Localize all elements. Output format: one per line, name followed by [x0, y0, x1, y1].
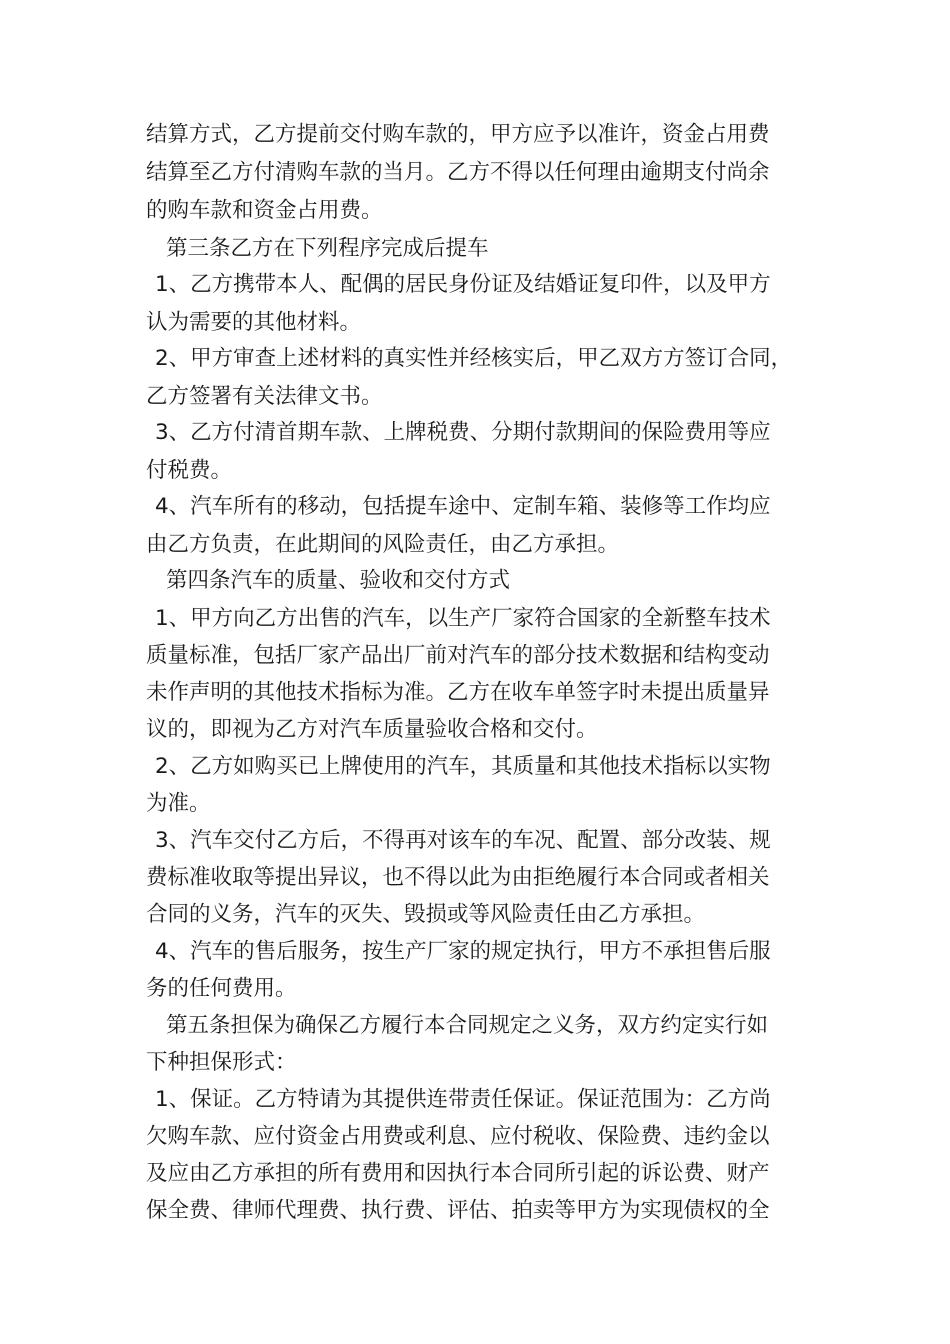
- section-heading: 第五条担保为确保乙方履行本合同规定之义务，双方约定实行如: [166, 1013, 769, 1038]
- text-line: 费标准收取等提出异议，也不得以此为由拒绝履行本合同或者相关: [146, 865, 770, 890]
- text-line: 4、汽车所有的移动，包括提车途中、定制车箱、装修等工作均应: [155, 494, 771, 519]
- text-line: 欠购车款、应付资金占用费或利息、应付税收、保险费、违约金以: [146, 1124, 770, 1149]
- text-line: 由乙方负责，在此期间的风险责任，由乙方承担。: [146, 532, 620, 557]
- text-line: 质量标准，包括厂家产品出厂前对汽车的部分技术数据和结构变动: [146, 643, 770, 668]
- text-line: 议的，即视为乙方对汽车质量验收合格和交付。: [146, 717, 598, 742]
- text-line: 1、保证。乙方特请为其提供连带责任保证。保证范围为：乙方尚: [155, 1087, 771, 1112]
- text-line: 2、乙方如购买已上牌使用的汽车，其质量和其他技术指标以实物: [155, 754, 771, 779]
- text-line: 1、乙方携带本人、配偶的居民身份证及结婚证复印件，以及甲方: [155, 272, 771, 297]
- text-line: 合同的义务，汽车的灭失、毁损或等风险责任由乙方承担。: [146, 902, 706, 927]
- section-heading: 第三条乙方在下列程序完成后提车: [166, 236, 489, 261]
- text-line: 及应由乙方承担的所有费用和因执行本合同所引起的诉讼费、财产: [146, 1161, 770, 1186]
- text-line: 的购车款和资金占用费。: [146, 198, 383, 223]
- text-line: 乙方签署有关法律文书。: [146, 384, 383, 409]
- text-line: 保全费、律师代理费、执行费、评估、拍卖等甲方为实现债权的全: [146, 1198, 770, 1223]
- text-line: 结算方式，乙方提前交付购车款的，甲方应予以准许，资金占用费: [146, 122, 770, 147]
- section-heading: 第四条汽车的质量、验收和交付方式: [166, 568, 511, 593]
- text-line: 未作声明的其他技术指标为准。乙方在收车单签字时未提出质量异: [146, 680, 770, 705]
- text-line: 4、汽车的售后服务，按生产厂家的规定执行，甲方不承担售后服: [155, 939, 771, 964]
- text-line: 付税费。: [146, 458, 233, 483]
- text-line: 2、甲方审查上述材料的真实性并经核实后，甲乙双方方签订合同，: [155, 346, 793, 371]
- text-line: 认为需要的其他材料。: [146, 310, 362, 335]
- text-line: 3、乙方付清首期车款、上牌税费、分期付款期间的保险费用等应: [155, 420, 771, 445]
- text-line: 3、汽车交付乙方后，不得再对该车的车况、配置、部分改装、规: [155, 828, 771, 853]
- text-line: 务的任何费用。: [146, 976, 297, 1001]
- text-line: 结算至乙方付清购车款的当月。乙方不得以任何理由逾期支付尚余: [146, 160, 770, 185]
- text-line: 1、甲方向乙方出售的汽车，以生产厂家符合国家的全新整车技术: [155, 606, 771, 631]
- text-line: 下种担保形式：: [146, 1050, 297, 1075]
- text-line: 为准。: [146, 791, 211, 816]
